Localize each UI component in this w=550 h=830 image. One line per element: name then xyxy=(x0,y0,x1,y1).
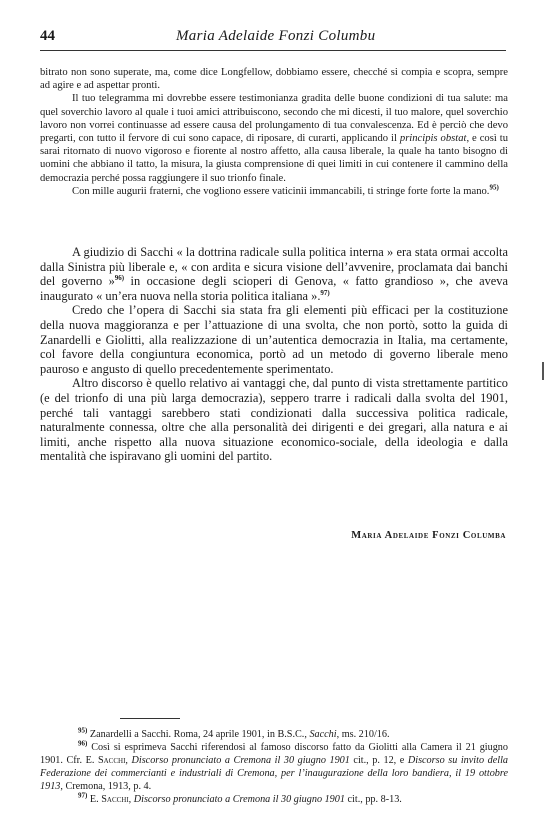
footnote-rule xyxy=(120,718,180,719)
letter-paragraph: Il tuo telegramma mi dovrebbe essere testimonianza gradita delle buone condizioni di tua salute: ma quel soverchio lavoro al quale i tuoi amici attribuiscono, secondo che mi dicesti, il tuo malore, quel soverchio lavoro non vorrei continuasse ad essere causa del prolungamento di tua convalescenza. Ed è perciò che devo pregarti, con tutto il fervore di cui sono capace, di riposare, di curarti, applicando il principis obstat, e così tu sarai ritornato di nuovo vigoroso e fiorente al nostro affetto, alla causa liberale, la quale ha tanto bisogno di uomini che abbiano il tatto, la misura, la giusta comprensione di quei limiti in cui contenere il cammino della democrazia perché possa raggiungere il suo trionfo finale. xyxy=(40,93,509,184)
author-signature: Maria Adelaide Fonzi Columba xyxy=(351,530,506,541)
footnote-ref[interactable]: 95) xyxy=(489,183,499,192)
footnote-ref[interactable]: 96) xyxy=(114,274,125,283)
footnote-ref[interactable]: 97) xyxy=(320,288,330,297)
header-rule xyxy=(40,50,506,51)
running-title: Maria Adelaide Fonzi Columbu xyxy=(176,28,376,44)
page-header xyxy=(40,28,506,48)
letter-paragraph: bitrato non sono superate, ma, come dice Longfellow, dobbiamo essere, checché si compia e scopra, sempre ad agire e ad aspettar pronti. xyxy=(40,67,508,92)
quoted-letter xyxy=(40,66,508,198)
margin-mark xyxy=(542,362,544,380)
footnote-96: $^{96)}$ Così si esprimeva Sacchi riferendosi al famoso discorso fatto da Giolitti alla Camera il 21 giugno 1901. Cfr. E. Sacchi, Discorso pronunciato a Cremona il 30 giugno 1901 cit., p. 12, e Discorso su invito della Federazione dei commercianti e industriali di Cremona, per l’inaugurazione della loro bandiera, il 19 ottobre 1913, Cremona, 1913, p. 4. xyxy=(40,739,508,792)
footnote-97: $^{97)}$ E. Sacchi, Discorso pronunciato a Cremona il 30 giugno 1901 cit., pp. 8-13. xyxy=(78,791,402,805)
body-text xyxy=(40,245,508,464)
body-paragraph: A giudizio di Sacchi « la dottrina radicale sulla politica interna » era stata ormai accolta dalla Sinistra più liberale e, « con ardita e sicura visione dell’avvenire, proclamata dai banchi del governo »$^{96)}$ in occasione degli scioperi di Genova, « fatto grandioso », che aveva inaugurato « un’era nuova nella storia politica italiana ».$^{97)}$ xyxy=(40,245,508,303)
body-paragraph: Altro discorso è quello relativo ai vantaggi che, dal punto di vista strettamente partitico (e del trionfo di una più larga democrazia), seppero trarre i radicali dalla svolta del 1901, perché tali vantaggi sarebbero stati condizionati dalla successiva politica radicale, naturalmente connessa, oltre che alla personalità dei dirigenti e dei gregari, alla natura e ai limiti, anche rispetto alla nuova situazione economico-sociale, della ideologia e dalla mentalità che ispiravano gli uomini del partito. xyxy=(40,376,508,464)
body-paragraph: Credo che l’opera di Sacchi sia stata fra gli elementi più efficaci per la costituzione della nuova maggioranza e per l’attuazione di una svolta, che non portò, sotto la guida di Zanardelli e Giolitti, alla realizzazione di un’autentica democrazia in Italia, ma certamente, col favore della congiuntura economica, portò ad un metodo di governo liberale meno pauroso e angusto di quello precedentemente sperimentato. xyxy=(40,303,508,376)
footnote-95: $^{95)}$ Zanardelli a Sacchi. Roma, 24 aprile 1901, in B.S.C., Sacchi, ms. 210/16. xyxy=(78,726,390,740)
page-number: 44 xyxy=(40,28,55,44)
letter-paragraph: Con mille augurii fraterni, che vogliono essere vaticinii immancabili, ti stringe forte forte la mano.$^{95)}$ xyxy=(72,183,499,197)
footnotes xyxy=(40,728,508,806)
